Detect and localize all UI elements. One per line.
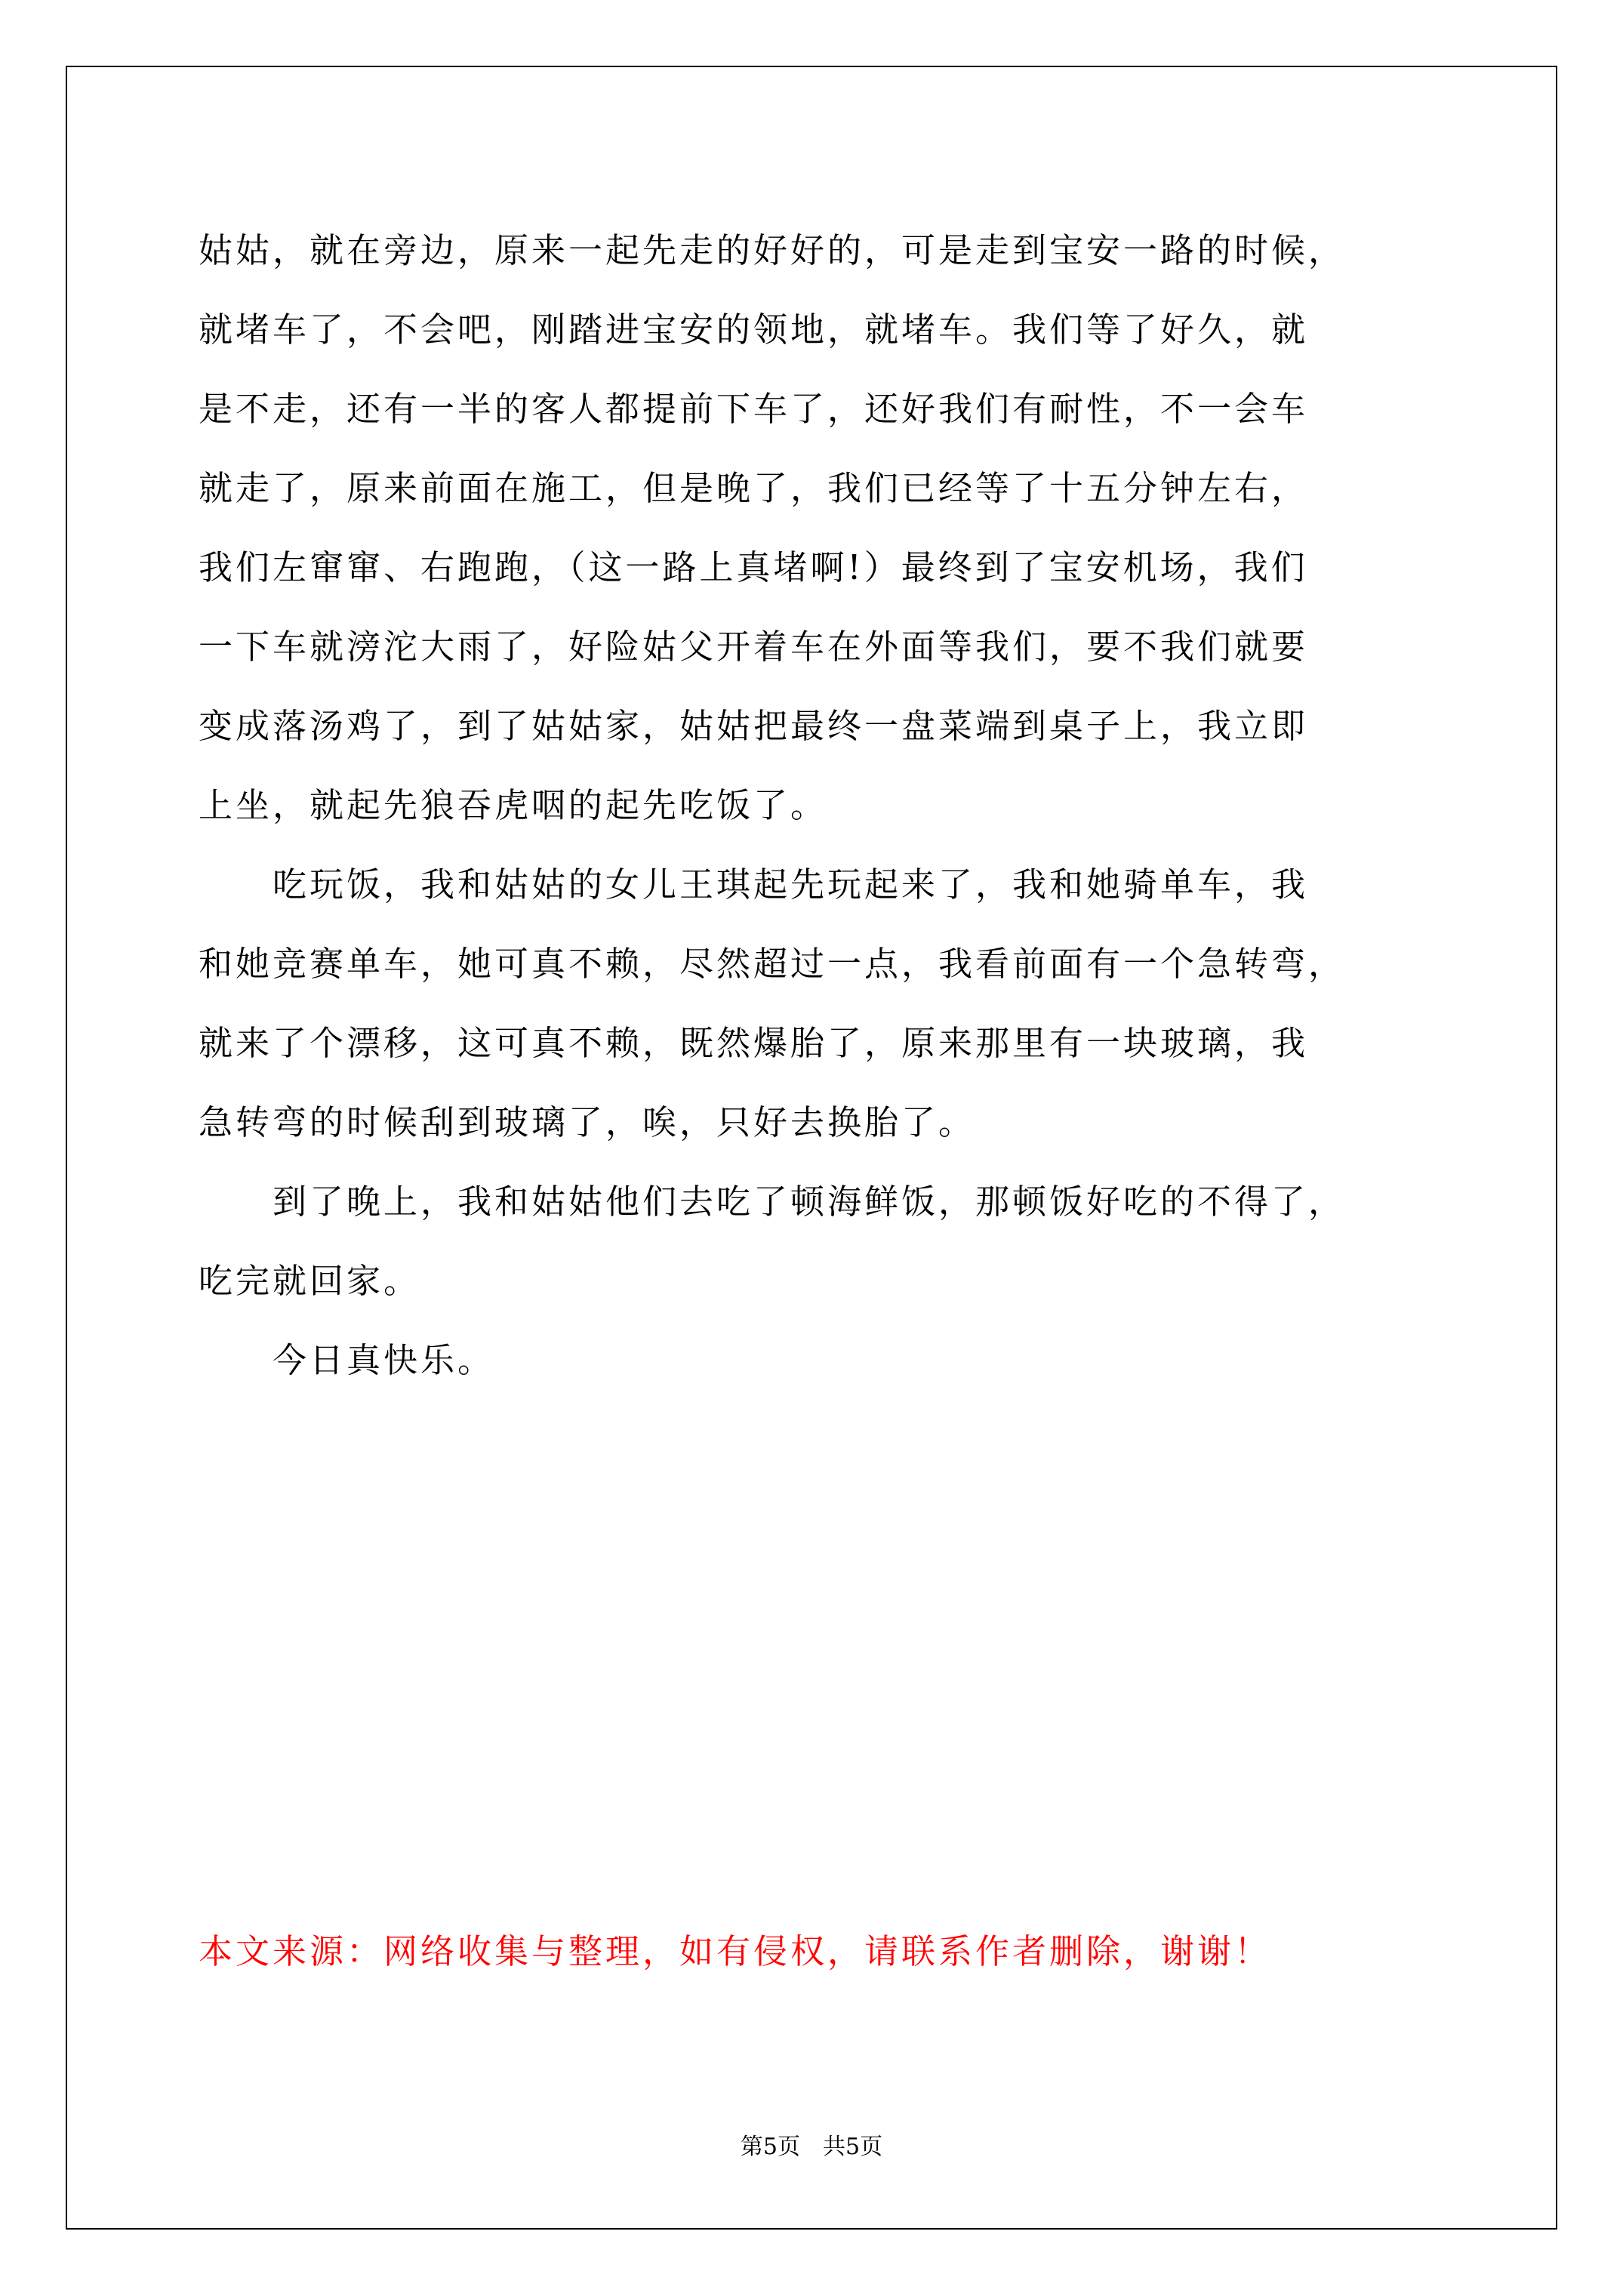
text-line: 变成落汤鸡了，到了姑姑家，姑姑把最终一盘菜端到桌子上，我立即 [199,706,1309,746]
text-line: 姑姑，就在旁边，原来一起先走的好好的，可是走到宝安一路的时候， [199,230,1346,270]
text-line: 急转弯的时候刮到玻璃了，唉，只好去换胎了。 [199,1102,976,1142]
page-number-footer: 第5页 共5页 [740,2134,883,2160]
text-line: 一下车就滂沱大雨了，好险姑父开着车在外面等我们，要不我们就要 [199,627,1309,667]
text-line: 上坐，就起先狼吞虎咽的起先吃饭了。 [199,785,828,825]
text-line: 吃玩饭，我和姑姑的女儿王琪起先玩起来了，我和她骑单车，我 [199,864,1309,905]
text-line: 到了晚上，我和姑姑他们去吃了顿海鲜饭，那顿饭好吃的不得了， [199,1182,1346,1222]
text-line: 我们左窜窜、右跑跑，（这一路上真堵啊!）最终到了宝安机场，我们 [199,547,1308,587]
text-line: 就来了个漂移，这可真不赖，既然爆胎了，原来那里有一块玻璃，我 [199,1023,1309,1063]
text-line: 吃完就回家。 [199,1261,421,1301]
text-line: 和她竞赛单车，她可真不赖，尽然超过一点，我看前面有一个急转弯， [199,944,1346,984]
text-line: 就堵车了，不会吧，刚踏进宝安的领地，就堵车。我们等了好久，就 [199,310,1309,350]
source-note: 本文来源：网络收集与整理，如有侵权，请联系作者删除，谢谢！ [199,1931,1272,1971]
text-line: 今日真快乐。 [199,1340,495,1380]
text-line: 是不走，还有一半的客人都提前下车了，还好我们有耐性，不一会车 [199,389,1309,429]
text-line: 就走了，原来前面在施工，但是晚了，我们已经等了十五分钟左右， [199,468,1309,508]
